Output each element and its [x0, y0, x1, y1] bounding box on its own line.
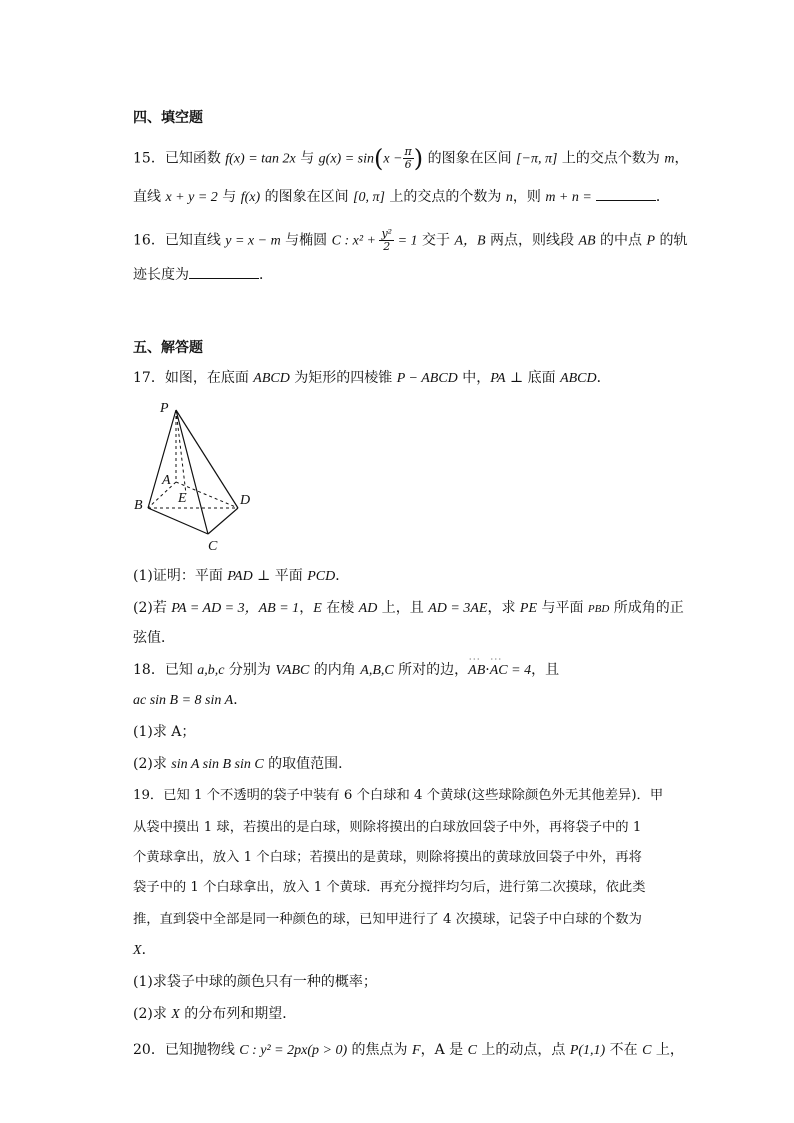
question-17-part-1: (1)证明：平面 PAD ⊥ 平面 PCD． — [133, 568, 350, 584]
fraction-y2-over-2: $\frac{\text{y²}}{2}$ — [381, 227, 393, 253]
pyramid-figure — [128, 396, 253, 554]
question-18-line-2: ac sin B = 8 sin A． — [133, 692, 248, 708]
edge-PC — [176, 410, 208, 534]
question-18-part-2: (2)求 sin A sin B sin C 的取值范围． — [133, 756, 353, 772]
label-E: E — [178, 491, 187, 506]
question-19-line-2: 从袋中摸出 1 球，若摸出的是白球，则除将摸出的白球放回袋子中外，再将袋子中的 1 — [133, 820, 642, 835]
question-16-line-2: 迹长度为 ． — [133, 264, 273, 285]
label-P: P — [160, 401, 169, 416]
section-title-fill-in: 四、填空题 — [133, 110, 203, 126]
question-19-line-5: 推，直到袋中全部是同一种颜色的球，已知甲进行了 4 次摸球，记袋子中白球的个数为 — [133, 912, 642, 927]
question-15-line-1: 15．已知函数 f(x) = tan 2x 与 g(x) = sin(x − $\frac{\pi}{6}$ ) 的图象在区间 [−π, π] 上的交点个数为 m， — [133, 144, 689, 173]
question-19-part-1: (1)求袋子中球的颜色只有一种的概率； — [133, 974, 377, 990]
edge-PB — [148, 410, 176, 508]
edge-CD — [208, 508, 238, 534]
question-19-line-6: X． — [133, 942, 156, 958]
question-19-line-3: 个黄球拿出，放入 1 个白球；若摸出的是黄球，则除将摸出的黄球放回袋子中外，再将 — [133, 850, 642, 865]
edge-BC — [148, 508, 208, 534]
question-20-line-1: 20．已知抛物线 C : y² = 2px(p > 0) 的焦点为 F，A 是 C 上的动点，点 P(1,1) 不在 C 上， — [133, 1042, 684, 1058]
question-19-line-4: 袋子中的 1 个白球拿出，放入 1 个黄球．再充分搅拌均匀后，进行第二次摸球，依此类 — [133, 880, 646, 895]
answer-blank-16[interactable] — [189, 264, 259, 279]
fraction-pi-over-6: $\frac{\pi}{6}$ — [404, 145, 412, 171]
question-19-part-2: (2)求 X 的分布列和期望． — [133, 1006, 297, 1022]
section-title-solutions: 五、解答题 — [133, 340, 203, 356]
label-B: B — [134, 498, 143, 513]
question-17-line-1: 17．如图，在底面 ABCD 为矩形的四棱锥 P − ABCD 中，PA ⊥ 底面 ABCD． — [133, 370, 611, 386]
question-18-line-1: 18．已知 a,b,c 分别为 VABC 的内角 A,B,C 所对的边，˙˙˙ AB·˙˙˙ AC = 4，且 — [133, 660, 559, 681]
label-D: D — [240, 493, 251, 508]
question-17-part-2: (2)若 PA = AD = 3，AB = 1，E 在棱 AD 上，且 AD = 3AE，求 PE 与平面 PBD 所成角的正 — [133, 600, 684, 616]
label-A: A — [162, 473, 171, 488]
question-19-line-1: 19．已知 1 个不透明的袋子中装有 6 个白球和 4 个黄球(这些球除颜色外无其他差异)．甲 — [133, 788, 664, 803]
question-15-line-2: 直线 x + y = 2 与 f(x) 的图象在区间 [0, π] 上的交点的个数为 n，则 m + n = ． — [133, 186, 670, 208]
question-16-line-1: 16．已知直线 y = x − m 与椭圆 C : x² + $\frac{\text{y²}}{2}$ = 1 交于 A，B 两点，则线段 AB 的中点 P 的轨 — [133, 227, 688, 253]
question-18-part-1: (1)求 A； — [133, 724, 196, 740]
question-17-part-2-cont: 弦值． — [133, 630, 175, 646]
label-C: C — [208, 539, 218, 554]
answer-blank-15[interactable] — [596, 186, 656, 201]
